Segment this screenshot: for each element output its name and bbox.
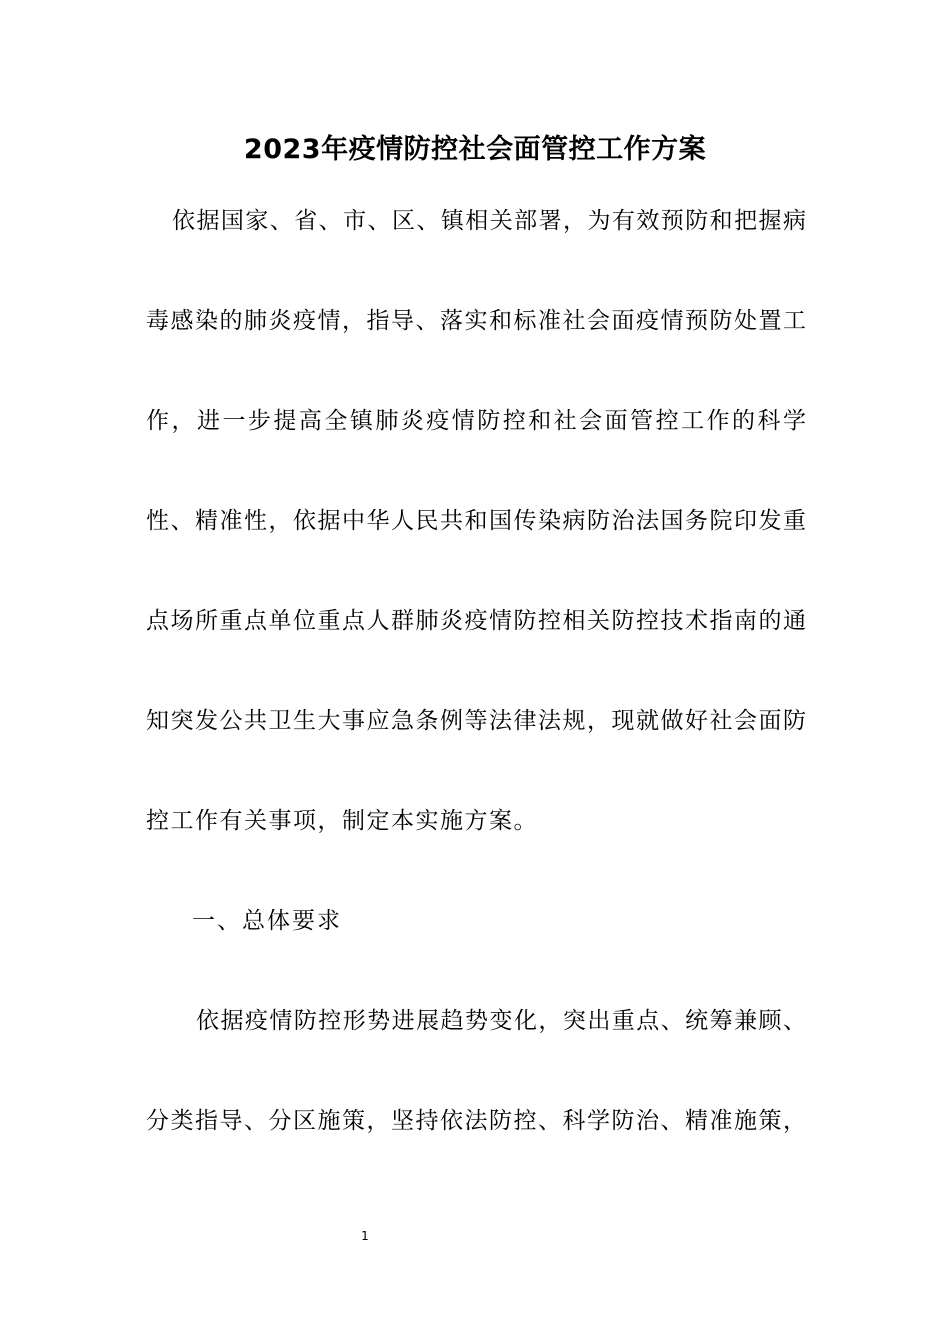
section-heading: 一、总体要求 xyxy=(192,908,342,934)
intro-line: 点场所重点单位重点人群肺炎疫情防控相关防控技术指南的通 xyxy=(146,608,806,634)
intro-line: 毒感染的肺炎疫情，指导、落实和标准社会面疫情预防处置工 xyxy=(146,308,806,334)
intro-line: 依据国家、省、市、区、镇相关部署，为有效预防和把握病 xyxy=(172,208,806,234)
page-number: 1 xyxy=(361,1229,369,1243)
intro-line: 知突发公共卫生大事应急条例等法律法规，现就做好社会面防 xyxy=(146,708,806,734)
section-line: 依据疫情防控形势进展趋势变化，突出重点、统筹兼顾、 xyxy=(196,1008,806,1034)
document-title: 2023年疫情防控社会面管控工作方案 xyxy=(243,134,707,165)
intro-line: 控工作有关事项，制定本实施方案。 xyxy=(146,808,538,834)
intro-line: 性、精准性，依据中华人民共和国传染病防治法国务院印发重 xyxy=(146,508,806,534)
intro-line: 作，进一步提高全镇肺炎疫情防控和社会面管控工作的科学 xyxy=(146,408,806,434)
section-line: 分类指导、分区施策，坚持依法防控、科学防治、精准施策， xyxy=(146,1108,806,1134)
